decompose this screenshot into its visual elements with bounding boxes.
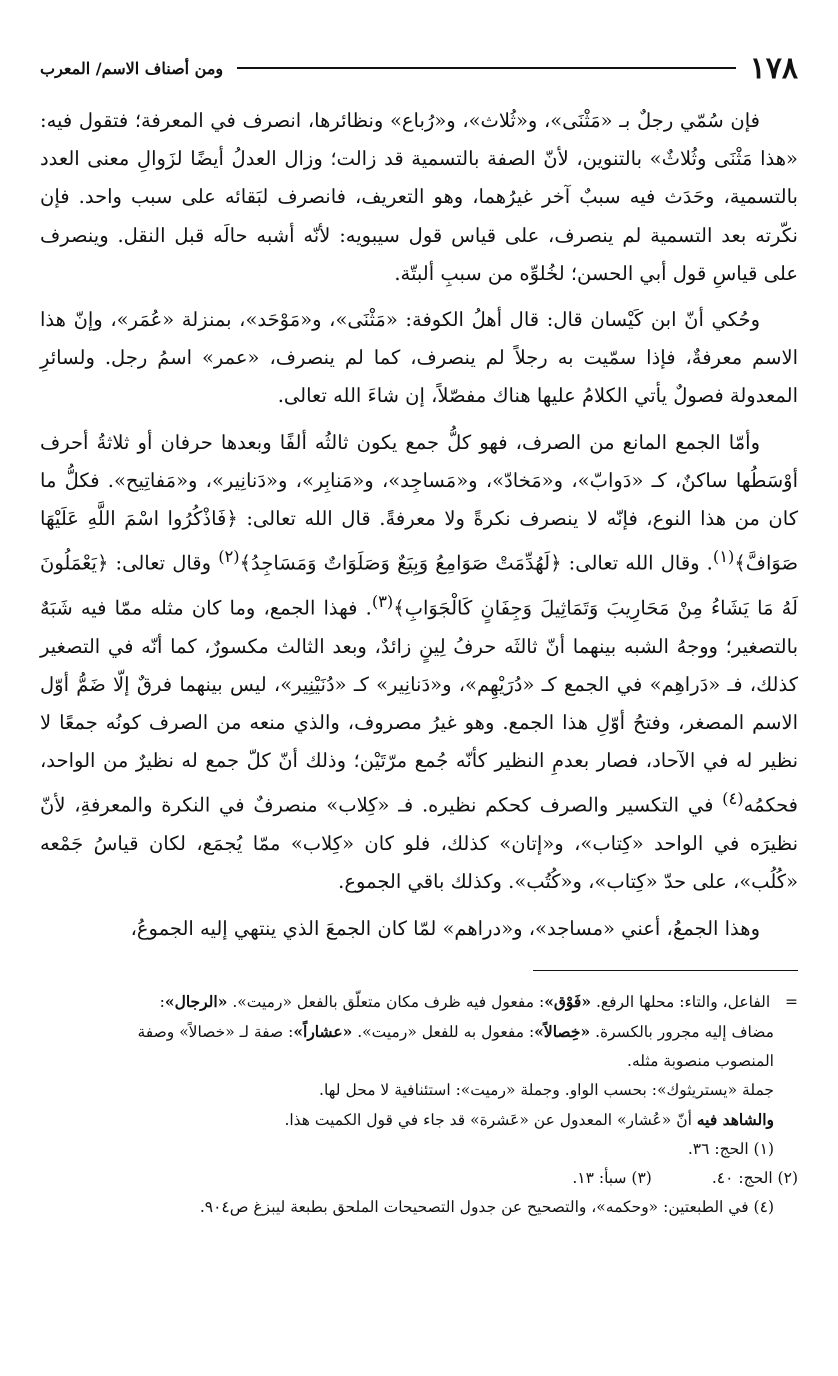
witness-label: والشاهد فيه	[696, 1109, 774, 1129]
paragraph-4: وهذا الجمعُ، أعني «مساجد»، و«دراهم» لمّا كان الجمعَ الذي ينتهي إليه الجموعُ،	[130, 916, 760, 940]
paragraph-3-text-d: . فهذا الجمع، وما كان مثله ممّا فيه شَبَهٌ بالتصغير؛ ووجهُ الشبه بينهما أنّ ثالثَه حرفُ لِينٍ زائدٌ، وبعد الثالث مكسورٌ، كما أنّه في التصغير كذلك، فـ «دَراهِم» في الجمع كـ «دُرَيْهِم»، و«دَنانِير» كـ «دُنَيْنِير»، ليس بينهما فرقٌ إلّا ضَمُّ أوّل الاسم المصغر، وفتحُ أوّلِ هذا الجمع. وهو غيرُ مصروف، والذي منعه من الصرف كونُه جمعًا لا نظير له في الآحاد، فصار بعدمِ النظير كأنّه جُمع مرّتَيْن؛ وذلك أنّ كلّ جمع له نظيرٌ من الواحد، فحكمُه	[40, 596, 798, 817]
fn-term: «عشاراً»	[293, 1021, 353, 1041]
witness-text: أنّ «عُشار» المعدول عن «عَشرة» قد جاء في قول الكميت هذا.	[284, 1110, 697, 1129]
fn-text: : صفة لـ «خصالاً» وصفة	[137, 1022, 294, 1041]
running-title: ومن أصناف الاسم/ المعرب	[40, 58, 224, 78]
fn-term: «الرجال»	[164, 991, 228, 1011]
paragraph-3-text-a: وأمّا الجمع المانع من الصرف، فهو كلُّ جمع يكون ثالثُه ألفًا وبعدها حرفان أو ثلاثةُ أحرف أوْسَطُها ساكنٌ، كـ «دَوابّ»، و«مَخادّ»، و«مَساجِد»، و«مَنابِر»، و«دَنانِير»، و«مَفاتِيح». فكلُّ ما كان من هذا النوع، فإنّه لا ينصرف نكرةً ولا معرفةً. قال الله تعالى:	[40, 430, 798, 531]
fn-text: مضاف إليه مجرور بالكسرة.	[595, 1022, 774, 1041]
header-rule	[237, 67, 736, 69]
page-number: ١٧٨	[749, 50, 798, 86]
footnote-continuation-line-3: المنصوب منصوبة مثله.	[627, 1051, 774, 1070]
page-header	[40, 48, 798, 88]
footnote-2: (٢) الحج: ٤٠.	[711, 1168, 798, 1187]
footnote-2-3-row	[40, 1164, 798, 1193]
paragraph-2: وحُكي أنّ ابن كَيْسان قال: قال أهلُ الكوفة: «مَثْنَى»، و«مَوْحَد»، بمنزلة «عُمَر»، وإنّ هذا الاسم معرفةٌ، فإذا سمّيت به رجلاً لم ينصرف، كما لم ينصرف، «عمر» اسمُ رجل. ولسائرِ المعدولة فصولٌ يأتي الكلامُ عليها هناك مفصّلاً، إن شاءَ الله تعالى.	[40, 308, 798, 408]
paragraph-3-text-c: وقال تعالى:	[108, 551, 219, 575]
footnote-4: (٤) في الطبعتين: «وحكمه»، والتصحيح عن جدول التصحيحات الملحق بطبعة ليبزغ ص٩٠٤.	[199, 1197, 774, 1216]
fn-text: :	[159, 992, 165, 1011]
fn-text: : مفعول فيه ظرف مكان متعلّق بالفعل «رميت».	[232, 992, 545, 1011]
quran-quote-3: ﴿يَعْمَلُونَ لَهُ مَا يَشَاءُ مِنْ مَحَارِيبَ وَتَمَاثِيلَ وَجِفَانٍ كَالْجَوَابِ﴾	[40, 551, 798, 620]
footnote-rule	[533, 970, 798, 971]
paragraph-3-text-b: . وقال الله تعالى:	[561, 551, 713, 575]
footnote-witness-line	[40, 1105, 798, 1135]
footnote-ref-4: (٤)	[722, 789, 744, 809]
quran-quote-2: ﴿لَهُدِّمَتْ صَوَامِعُ وَبِيَعٌ وَصَلَوَاتٌ وَمَسَاجِدُ﴾	[239, 551, 562, 575]
footnote-ref-2: (٢)	[218, 547, 240, 567]
paragraph-1: فإن سُمّي رجلٌ بـ «مَثْنَى»، و«ثُلاث»، و«رُباع» ونظائرها، انصرف في المعرفة؛ فتقول فيه: «هذا مَثْنَى وثُلاثٌ» بالتنوين، لأنّ الصفة بالتسمية قد زالت؛ وزال العدلُ أيضًا لزَوالِ معنى العدد بالتسمية، وحَدَث فيه سببٌ آخر غيرُهما، وهو التعريف، فانصرف لبَقائه على سبب واحد. فإن نكّرته بعد التسمية لم ينصرف، على قياس قول سيبويه: لأنّه أشبه حالَه قبل النقل. وينصرف على قياسِ قول أبي الحسن؛ لخُلوِّه من سببِ ألبتّة.	[40, 109, 798, 285]
paragraph-3	[40, 424, 798, 902]
footnote-continuation-line-1	[40, 987, 798, 1017]
footnote-1: (١) الحج: ٣٦.	[687, 1139, 774, 1158]
continuation-marker: =	[785, 992, 798, 1011]
footnote-3: (٣) سبأ: ١٣.	[572, 1168, 652, 1187]
fn-text: الفاعل، والتاء: محلها الرفع.	[595, 992, 771, 1011]
main-text	[40, 102, 798, 948]
footnote-ref-3: (٣)	[371, 591, 394, 611]
fn-term: «خِصالاً»	[534, 1021, 591, 1041]
footnote-continuation-line-4: جملة «يستريثوك»: بحسب الواو. وجملة «رميت»: استئنافية لا محل لها.	[319, 1080, 774, 1099]
footnote-continuation-line-2	[40, 1017, 798, 1047]
footnotes	[40, 970, 798, 1222]
footnote-ref-1: (١)	[712, 547, 735, 567]
fn-text: : مفعول به للفعل «رميت».	[357, 1022, 535, 1041]
paragraph-3-text-e: في التكسير والصرف كحكم نظيره. فـ «كِلاب» منصرفٌ في النكرة والمعرفةِ، لأنّ نظيرَه في الواحد «كِتاب»، و«إتان» كذلك، فلو كان «كِلاب» ممّا يُجمَع، لكان قياسُ جَمْعه «كُلُب»، على حدّ «كِتاب»، و«كُتُب». وكذلك باقي الجموع.	[40, 793, 798, 894]
quran-quote-1: ﴿فَاذْكُرُوا اسْمَ اللَّهِ عَلَيْهَا صَوَافَّ﴾	[40, 507, 799, 575]
fn-term: «فَوْق»	[544, 991, 592, 1011]
